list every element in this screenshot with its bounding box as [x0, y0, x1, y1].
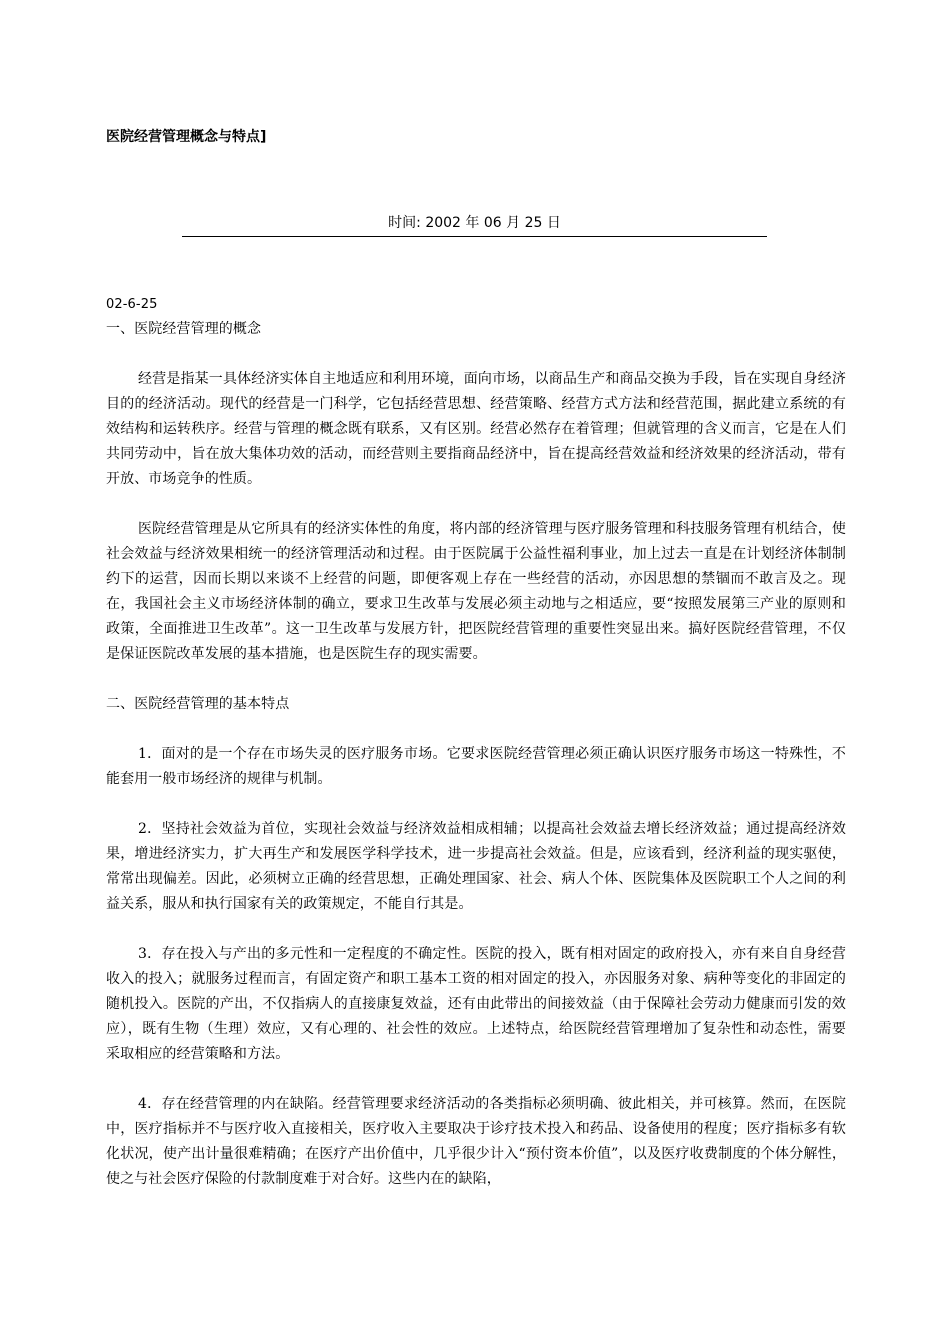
list-item: 1．面对的是一个存在市场失灵的医疗服务市场。它要求医院经营管理必须正确认识医疗服务市场这一特殊性，不能套用一般市场经济的规律与机制。: [106, 746, 846, 787]
section-heading: 一、医院经营管理的概念: [106, 321, 262, 337]
list-item: 2．坚持社会效益为首位，实现社会效益与经济效益相成相辅；以提高社会效益去增长经济效益；通过提高经济效果，增进经济实力，扩大再生产和发展医学科学技术，进一步提高社会效益。但是，应该看到，经济利益的现实驱使，常常出现偏差。因此，必须树立正确的经营思想，正确处理国家、社会、病人个体、医院集体及医院职工个人之间的利益关系，服从和执行国家有关的政策规定，不能自行其是。: [106, 821, 846, 912]
publish-date: 时间: 2002 年 06 月 25 日: [388, 215, 561, 231]
divider-rule: [182, 236, 767, 237]
document-title: 医院经营管理概念与特点]: [106, 129, 267, 145]
document-body: [106, 292, 846, 1192]
list-item: 3．存在投入与产出的多元性和一定程度的不确定性。医院的投入，既有相对固定的政府投入，亦有来自自身经营收入的投入；就服务过程而言，有固定资产和职工基本工资的相对固定的投入，亦因服务对象、病种等变化的非固定的随机投入。医院的产出，不仅指病人的直接康复效益，还有由此带出的间接效益（由于保障社会劳动力健康而引发的效应），既有生物（生理）效应，又有心理的、社会性的效应。上述特点，给医院经营管理增加了复杂性和动态性，需要采取相应的经营策略和方法。: [106, 946, 846, 1062]
list-item: 4．存在经营管理的内在缺陷。经营管理要求经济活动的各类指标必须明确、彼此相关，并可核算。然而，在医院中，医疗指标并不与医疗收入直接相关，医疗收入主要取决于诊疗技术投入和药品、设备使用的程度；医疗指标多有软化状况，使产出计量很难精确；在医疗产出价值中，几乎很少计入“预付资本价值”，以及医疗收费制度的个体分解性，使之与社会医疗保险的付款制度难于对合好。这些内在的缺陷，: [106, 1096, 846, 1187]
paragraph: 医院经营管理是从它所具有的经济实体性的角度，将内部的经济管理与医疗服务管理和科技服务管理有机结合，使社会效益与经济效果相统一的经济管理活动和过程。由于医院属于公益性福利事业，加上过去一直是在计划经济体制制约下的运营，因而长期以来谈不上经营的问题，即便客观上存在一些经营的活动，亦因思想的禁锢而不敢言及之。现在，我国社会主义市场经济体制的确立，要求卫生改革与发展必须主动地与之相适应，要“按照发展第三产业的原则和政策，全面推进卫生改革”。这一卫生改革与发展方针，把医院经营管理的重要性突显出来。搞好医院经营管理，不仅是保证医院改革发展的基本措施，也是医院生存的现实需要。: [106, 521, 846, 662]
section-heading: 二、医院经营管理的基本特点: [106, 696, 290, 712]
date-code: 02-6-25: [106, 297, 158, 312]
paragraph: 经营是指某一具体经济实体自主地适应和利用环境，面向市场，以商品生产和商品交换为手段，旨在实现自身经济目的的经济活动。现代的经营是一门科学，它包括经营思想、经营策略、经营方式方法和经营范围，据此建立系统的有效结构和运转秩序。经营与管理的概念既有联系，又有区别。经营必然存在着管理；但就管理的含义而言，它是在人们共同劳动中，旨在放大集体功效的活动，而经营则主要指商品经济中，旨在提高经营效益和经济效果的经济活动，带有开放、市场竞争的性质。: [106, 371, 846, 487]
